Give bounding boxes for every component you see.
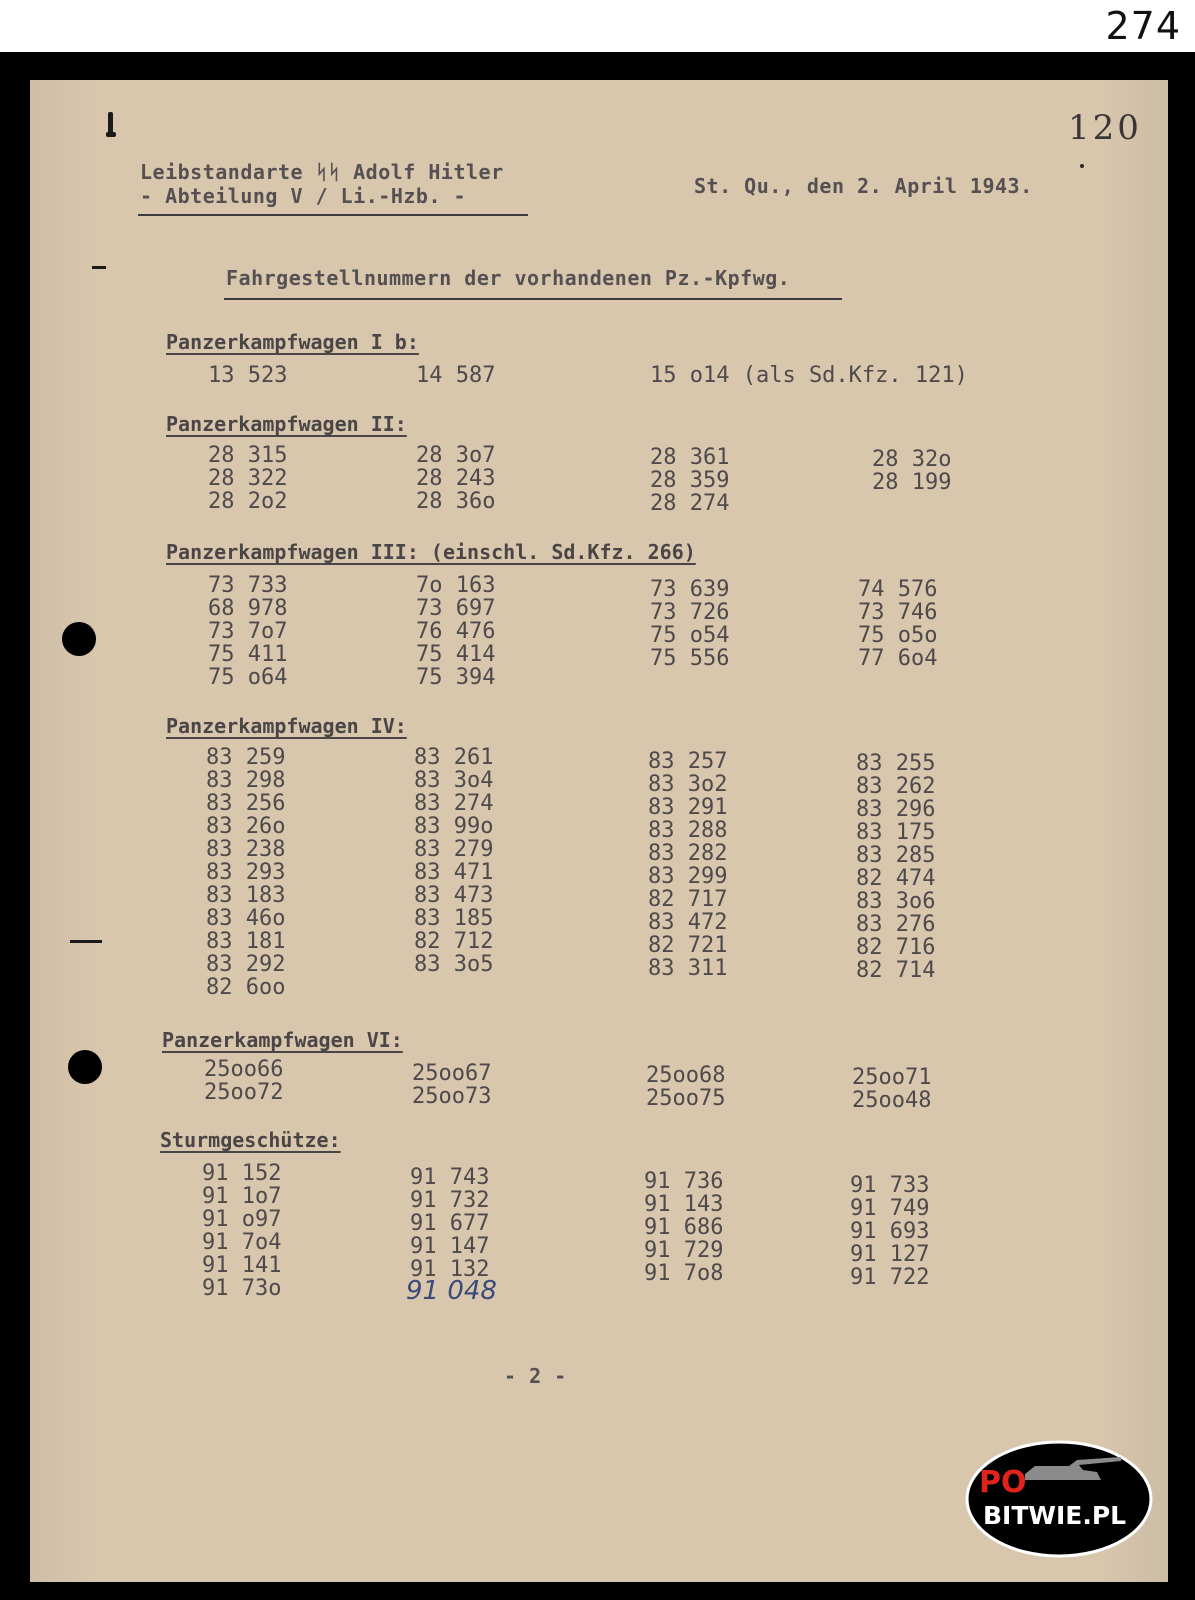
chassis-number: 91 7o8	[644, 1261, 724, 1286]
chassis-number: 28 199	[872, 470, 952, 495]
chassis-number: 25oo68	[646, 1063, 726, 1088]
chassis-number: 91 722	[850, 1265, 930, 1290]
section-title: Sturmgeschütze:	[160, 1128, 341, 1152]
logo-brand-bottom: BITWIE.PL	[983, 1501, 1127, 1530]
column-1	[208, 444, 287, 513]
chassis-number: 83 471	[414, 860, 494, 885]
column-3	[650, 364, 968, 387]
chassis-number: 28 2o2	[208, 489, 288, 514]
section-title: Panzerkampfwagen I b:	[166, 330, 419, 354]
document-title: Fahrgestellnummern der vorhandenen Pz.-Kpfwg.	[226, 266, 791, 290]
chassis-number: 28 243	[416, 466, 496, 491]
chassis-number: 83 26o	[206, 814, 286, 839]
pobitwie-logo	[965, 1440, 1153, 1558]
chassis-number: 82 714	[856, 958, 936, 983]
chassis-number: 68 978	[208, 596, 288, 621]
chassis-number: 73 733	[208, 573, 288, 598]
punch-hole	[68, 1050, 102, 1084]
chassis-number: 91 736	[644, 1169, 724, 1194]
chassis-number: 73 639	[650, 577, 730, 602]
chassis-number: 28 361	[650, 445, 730, 470]
chassis-number: 83 472	[648, 910, 728, 935]
section-title: Panzerkampfwagen II:	[166, 412, 407, 436]
column-1	[208, 574, 287, 689]
letterhead-underline	[138, 214, 528, 216]
folio-number: 120	[1068, 108, 1142, 148]
chassis-number: 82 6oo	[206, 975, 286, 1000]
archive-page-number: 274	[1105, 4, 1181, 48]
column-3	[650, 578, 729, 670]
chassis-number: 83 183	[206, 883, 286, 908]
chassis-number: 91 729	[644, 1238, 724, 1263]
chassis-number: 83 298	[206, 768, 286, 793]
chassis-number: 28 322	[208, 466, 288, 491]
chassis-number: 14 587	[416, 363, 496, 388]
chassis-number: 73 7o7	[208, 619, 288, 644]
chassis-number: 83 261	[414, 745, 494, 770]
chassis-number: 25oo66	[204, 1057, 284, 1082]
chassis-number: 91 1o7	[202, 1184, 282, 1209]
chassis-number: 28 32o	[872, 447, 952, 472]
chassis-number: 76 476	[416, 619, 496, 644]
chassis-number: 83 256	[206, 791, 286, 816]
chassis-number: 83 46o	[206, 906, 286, 931]
chassis-number: 83 262	[856, 774, 936, 799]
column-2	[416, 574, 495, 689]
chassis-number: 28 359	[650, 468, 730, 493]
archive-header-band	[0, 0, 1195, 52]
column-3	[646, 1064, 725, 1110]
chassis-number: 73 697	[416, 596, 496, 621]
chassis-number: 91 127	[850, 1242, 930, 1267]
chassis-number: 83 3o4	[414, 768, 494, 793]
chassis-number: 83 299	[648, 864, 728, 889]
chassis-number: 15 o14 (als Sd.Kfz. 121)	[650, 363, 968, 388]
column-1	[206, 746, 285, 999]
chassis-number: 83 274	[414, 791, 494, 816]
chassis-number: 83 175	[856, 820, 936, 845]
chassis-number: 83 3o6	[856, 889, 936, 914]
chassis-number: 83 259	[206, 745, 286, 770]
chassis-number: 28 3o7	[416, 443, 496, 468]
chassis-number: 82 474	[856, 866, 936, 891]
chassis-number: 73 746	[858, 600, 938, 625]
chassis-number: 75 o64	[208, 665, 288, 690]
chassis-number: 75 394	[416, 665, 496, 690]
column-4	[856, 752, 935, 982]
chassis-number: 25oo73	[412, 1084, 492, 1109]
column-3	[650, 446, 729, 515]
chassis-number: 28 274	[650, 491, 730, 516]
chassis-number: 83 181	[206, 929, 286, 954]
chassis-number: 83 285	[856, 843, 936, 868]
margin-mark	[106, 132, 116, 137]
title-underline	[224, 298, 842, 300]
chassis-number: 91 732	[410, 1188, 490, 1213]
chassis-number: 28 36o	[416, 489, 496, 514]
chassis-number: 91 o97	[202, 1207, 282, 1232]
chassis-number: 83 279	[414, 837, 494, 862]
chassis-number: 91 693	[850, 1219, 930, 1244]
unit-line-2: - Abteilung V / Li.-Hzb. -	[140, 184, 467, 208]
chassis-number: 13 523	[208, 363, 288, 388]
document-page	[30, 80, 1168, 1582]
speck	[1080, 164, 1084, 168]
column-1	[208, 364, 287, 387]
column-3	[644, 1170, 723, 1285]
chassis-number: 83 473	[414, 883, 494, 908]
unit-line-1: Leibstandarte ᛋᛋ Adolf Hitler	[140, 160, 504, 184]
chassis-number: 25oo48	[852, 1088, 932, 1113]
column-4	[852, 1066, 931, 1112]
chassis-number: 83 311	[648, 956, 728, 981]
chassis-number: 83 257	[648, 749, 728, 774]
chassis-number: 75 556	[650, 646, 730, 671]
chassis-number: 75 o54	[650, 623, 730, 648]
section-title: Panzerkampfwagen III: (einschl. Sd.Kfz. 266)	[166, 540, 696, 564]
chassis-number: 83 292	[206, 952, 286, 977]
chassis-number: 82 721	[648, 933, 728, 958]
column-1	[204, 1058, 283, 1104]
chassis-number: 83 282	[648, 841, 728, 866]
chassis-number: 83 99o	[414, 814, 494, 839]
chassis-number: 91 7o4	[202, 1230, 282, 1255]
chassis-number: 28 315	[208, 443, 288, 468]
column-2	[416, 364, 495, 387]
page-footer: - 2 -	[504, 1364, 567, 1388]
chassis-number: 91 749	[850, 1196, 930, 1221]
logo-brand-top: PO	[979, 1465, 1027, 1500]
column-2	[414, 746, 493, 976]
chassis-number: 91 743	[410, 1165, 490, 1190]
chassis-number: 83 288	[648, 818, 728, 843]
chassis-number: 82 717	[648, 887, 728, 912]
column-3	[648, 750, 727, 980]
handwritten-number: 91 048	[406, 1276, 497, 1306]
chassis-number: 91 132	[410, 1257, 490, 1282]
chassis-number: 25oo71	[852, 1065, 932, 1090]
chassis-number: 25oo75	[646, 1086, 726, 1111]
chassis-number: 83 185	[414, 906, 494, 931]
margin-mark	[70, 940, 102, 943]
chassis-number: 91 141	[202, 1253, 282, 1278]
chassis-number: 83 255	[856, 751, 936, 776]
chassis-number: 7o 163	[416, 573, 496, 598]
chassis-number: 83 238	[206, 837, 286, 862]
margin-mark	[108, 112, 113, 134]
column-2	[416, 444, 495, 513]
chassis-number: 73 726	[650, 600, 730, 625]
section-title: Panzerkampfwagen IV:	[166, 714, 407, 738]
chassis-number: 91 677	[410, 1211, 490, 1236]
chassis-number: 91 152	[202, 1161, 282, 1186]
chassis-number: 75 414	[416, 642, 496, 667]
chassis-number: 83 296	[856, 797, 936, 822]
column-1	[202, 1162, 281, 1300]
column-4	[872, 448, 951, 494]
chassis-number: 25oo67	[412, 1061, 492, 1086]
chassis-number: 83 293	[206, 860, 286, 885]
chassis-number: 91 143	[644, 1192, 724, 1217]
column-2	[412, 1062, 491, 1108]
chassis-number: 83 3o2	[648, 772, 728, 797]
chassis-number: 83 3o5	[414, 952, 494, 977]
chassis-number: 82 712	[414, 929, 494, 954]
chassis-number: 91 733	[850, 1173, 930, 1198]
chassis-number: 91 686	[644, 1215, 724, 1240]
column-4	[850, 1174, 929, 1289]
place-date: St. Qu., den 2. April 1943.	[694, 174, 1033, 198]
chassis-number: 82 716	[856, 935, 936, 960]
chassis-number: 91 147	[410, 1234, 490, 1259]
chassis-number: 83 276	[856, 912, 936, 937]
chassis-number: 75 o5o	[858, 623, 938, 648]
column-2	[410, 1166, 489, 1281]
chassis-number: 77 6o4	[858, 646, 938, 671]
chassis-number: 91 73o	[202, 1276, 282, 1301]
chassis-number: 25oo72	[204, 1080, 284, 1105]
margin-mark	[92, 266, 106, 269]
chassis-number: 75 411	[208, 642, 288, 667]
column-4	[858, 578, 937, 670]
chassis-number: 74 576	[858, 577, 938, 602]
section-title: Panzerkampfwagen VI:	[162, 1028, 403, 1052]
punch-hole	[62, 622, 96, 656]
chassis-number: 83 291	[648, 795, 728, 820]
